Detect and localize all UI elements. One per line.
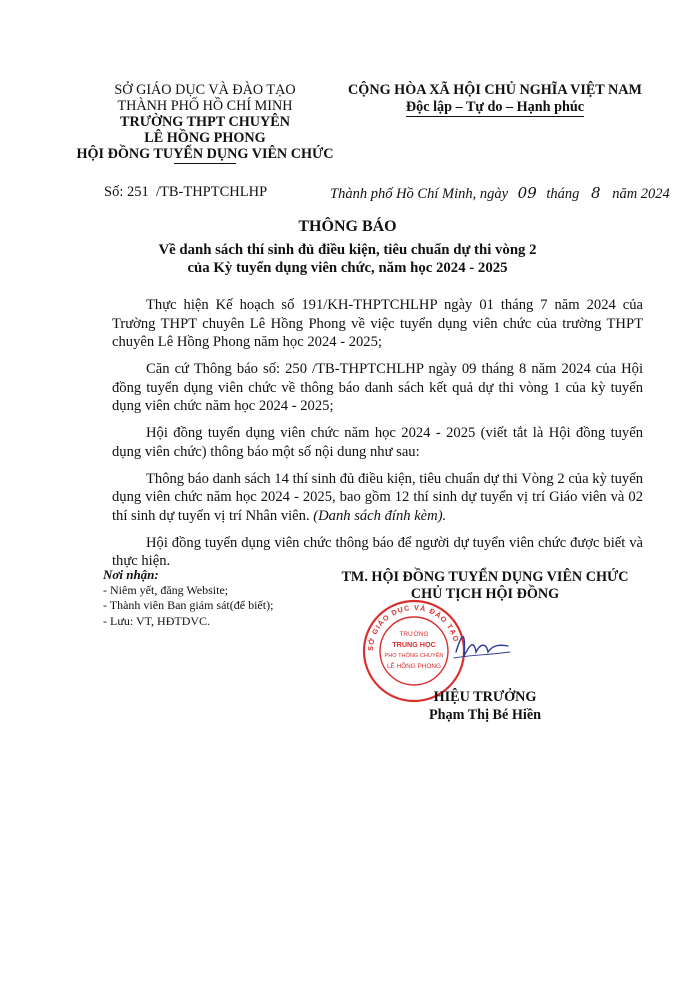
signer-block [380, 688, 590, 724]
date-month: 8 [591, 184, 601, 202]
national-header [335, 82, 655, 117]
stamp-line-4: LÊ HỒNG PHONG [387, 663, 441, 670]
body-paragraph-5: Hội đồng tuyển dụng viên chức thông báo để người dự tuyển viên chức được biết và thực hiện. [112, 534, 643, 569]
document-body [112, 296, 643, 579]
body-paragraph-1: Thực hiện Kế hoạch số 191/KH-THPTCHLHP ngày 01 tháng 7 năm 2024 của Trường THPT chuyên Lê Hồng Phong về việc tuyển dụng viên chức của trường THPT chuyên Lê Hồng Phong năm học 2024 - 2025; [112, 297, 643, 350]
republic-title: CỘNG HÒA XÃ HỘI CHỦ NGHĨA VIỆT NAM [348, 82, 642, 98]
stamp-line-2: TRUNG HỌC [392, 640, 436, 649]
signer-name: Phạm Thị Bé Hiền [428, 707, 542, 723]
recipient-item: - Lưu: VT, HĐTDVC. [103, 613, 211, 628]
issuer-underline [174, 163, 236, 164]
recipients-block [103, 567, 273, 629]
signer-title: HIỆU TRƯỞNG [433, 689, 537, 705]
signature-line-2: CHỦ TỊCH HỘI ĐỒNG [410, 586, 560, 602]
subtitle-line-2: của Kỳ tuyển dụng viên chức, năm học 2024 - 2025 [187, 260, 508, 276]
issuer-dept: SỞ GIÁO DỤC VÀ ĐÀO TẠO [114, 82, 296, 98]
date-day: 09 [517, 184, 537, 202]
issuer-school-line2: LÊ HỒNG PHONG [144, 130, 266, 146]
issuer-council: HỘI ĐỒNG TUYỂN DỤNG VIÊN CHỨC [76, 146, 334, 162]
national-motto: Độc lập – Tự do – Hạnh phúc [405, 99, 585, 115]
document-date: Thành phố Hồ Chí Minh, ngày 09 tháng 8 năm 2024 [330, 184, 670, 202]
body-paragraph-3: Hội đồng tuyển dụng viên chức năm học 2024 - 2025 (viết tắt là Hội đồng tuyển dụng viên chức) thông báo một số nội dung như sau: [112, 425, 643, 460]
document-title: THÔNG BÁO [298, 218, 397, 235]
recipients-label: Nơi nhận: [103, 567, 159, 582]
stamp-line-1: TRƯỜNG [399, 631, 429, 638]
issuer-header [70, 82, 340, 164]
subtitle-line-1: Về danh sách thí sinh đủ điều kiện, tiêu chuẩn dự thi vòng 2 [158, 242, 537, 258]
body-paragraph-4: Thông báo danh sách 14 thí sinh đủ điều kiện, tiêu chuẩn dự thi Vòng 2 của kỳ tuyển dụng viên chức năm học 2024 - 2025, bao gồm 12 thí sinh dự tuyển vị trí Giáo viên và 02 thí sinh dự tuyển vị trí Nhân viên. (Danh sách đính kèm). [112, 470, 643, 524]
stamp-ring-text: SỞ GIÁO DỤC VÀ ĐÀO TẠO [365, 602, 462, 652]
issuer-city: THÀNH PHỐ HỒ CHÍ MINH [117, 98, 293, 114]
issuer-school-line1: TRƯỜNG THPT CHUYÊN [119, 114, 290, 130]
recipient-item: - Thành viên Ban giám sát(để biết); [103, 598, 274, 612]
stamp-line-3: PHỔ THÔNG CHUYÊN [384, 653, 444, 659]
recipient-item: - Niêm yết, đăng Website; [103, 582, 229, 597]
signature-line-1: TM. HỘI ĐỒNG TUYỂN DỤNG VIÊN CHỨC [341, 569, 629, 585]
handwritten-signature [452, 622, 512, 672]
body-paragraph-2: Căn cứ Thông báo số: 250 /TB-THPTCHLHP ngày 09 tháng 8 năm 2024 của Hội đồng tuyển dụng viên chức về thông báo danh sách kết quả dự thi vòng 1 của kỳ tuyển dụng viên chức năm học 2024 - 2025; [112, 361, 643, 414]
document-number: Số: 251 /TB-THPTCHLHP [104, 184, 268, 200]
document-subtitle [0, 241, 695, 277]
